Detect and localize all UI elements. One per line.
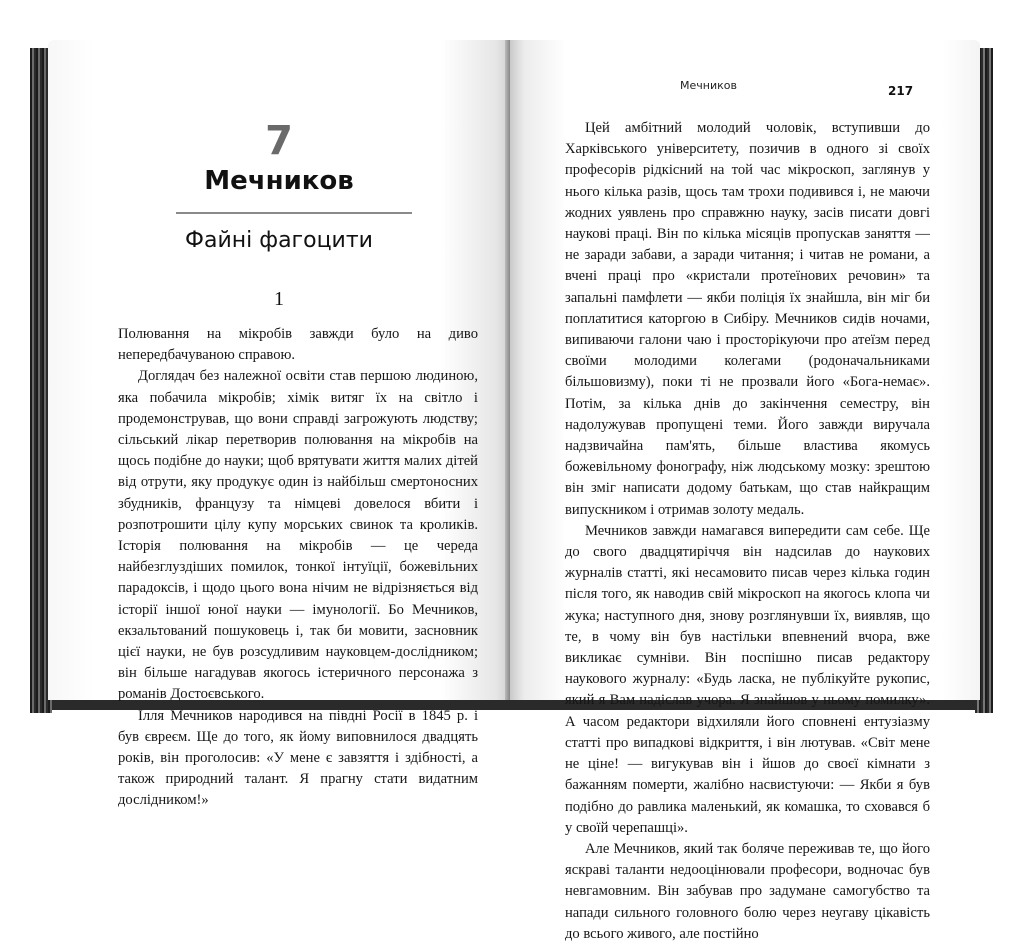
- paragraph: Полювання на мікробів завжди було на диво непередбачуваною справою.: [118, 326, 478, 364]
- paragraph: Мечников завжди намагався випередити сам себе. Ще до свого двадцятиріччя він надсилав до наукових журналів статті, які несамовито писав через кілька годин після того, як наводив свій мікроскоп на якогось клопа чи жука; наступного дня, знову розглянувши їх, виявляв, що те, в чому він був настільки впевнений вчора, вже викликає сумніви. Він поспішно писав редактору наукового журналу: «Будь ласка, не публікуйте рукопис, який я Вам надіслав учора. Я знайшов у ньому помилку». А часом редактори відхиляли його сповнені ентузіазму статті про випадкові відкриття, і він лютував. «Світ мене не ціне! — вигукував він і йшов до своєї кімнати з бажанням померти, жалібно насвистуючи: — Якби я був подібно до равлика маленький, як комашка, то сховався б у своїй черепашці».: [565, 522, 930, 836]
- chapter-number: 7: [265, 118, 293, 164]
- section-number: 1: [274, 288, 284, 310]
- right-page: [510, 40, 980, 942]
- paragraph: Ілля Мечников народився на півдні Росії в 1845 р. і був євреєм. Ще до того, як йому виповнилося двадцять років, він проголосив: «У мене є завзяття і здібності, а також природний талант. Я прагну стати видатним дослідником!»: [118, 707, 478, 809]
- right-page-body: [565, 118, 930, 945]
- running-head: Мечников: [680, 79, 737, 92]
- paragraph: Цей амбітний молодий чоловік, вступивши до Харківського університету, позичив в одного зі своїх професорів рідкісний на той час мікроскоп, заглянув у нього кілька разів, щось там трохи подивився і, не маючи жодних уявлень про справжню науку, засів писати довгі наукові праці. Він по кілька місяців пропускав заняття — не заради забави, а заради читання; і читав не романи, а вчені праці про «кристали протеїнових речовин» та запальні памфлети — якби поліція їх знайшла, він міг би поплатитися каторгою в Сибіру. Мечников сидів ночами, випиваючи галони чаю і просторікуючи про атеїзм перед своїми молодими колегами (родоначальниками більшовизму), поки ті не прозвали його «Бога-немає». Потім, за кілька днів до закінчення семестру, він надолужував пропущені теми. Його завжди виручала надзвичайна пам'ять, більше властива якомусь божевільному фонографу, ніж людському мозку: зрештою він зміг написати додому батькам, що став найкращим випускником і отримав золоту медаль.: [565, 120, 930, 518]
- title-divider: [176, 212, 412, 214]
- chapter-title: Мечников: [204, 166, 354, 196]
- chapter-subtitle: Файні фагоцити: [185, 228, 373, 253]
- left-page-body: [118, 324, 478, 812]
- paragraph: Але Мечников, який так боляче переживав те, що його яскраві таланти недооцінювали професори, водночас був невгамовним. Він забував про задумане самогубство та напади сильного головного болю через неугаву цікавість до всього живого, але постійно: [565, 840, 930, 942]
- left-page: [48, 40, 510, 809]
- page-number: 217: [888, 84, 914, 98]
- paragraph: Доглядач без належної освіти став першою людиною, яка побачила мікробів; хімік витяг їх на світло і продемонстрував, що вони справді загрожують людству; сільський лікар перетворив полювання на мікробів на щось подібне до науки; щоб врятувати життя малих дітей від отрути, яку продукує один із найбільш смертоносних збудників, французу та німцеві довелося вбити і розпотрошити цілу купу морських свинок та кроликів. Історія полювання на мікробів — це череда найбезглуздіших помилок, тонкої інтуїції, божевільних парадоксів, і щодо цього вона нічим не відрізняється від історії іншої юної науки — імунології. Бо Мечников, екзальтований пошуковець і, так би мовити, засновник цієї науки, не був розсудливим науковцем-дослідником; він більше нагадував якогось істеричного персонажа з романів Достоєвського.: [118, 368, 478, 703]
